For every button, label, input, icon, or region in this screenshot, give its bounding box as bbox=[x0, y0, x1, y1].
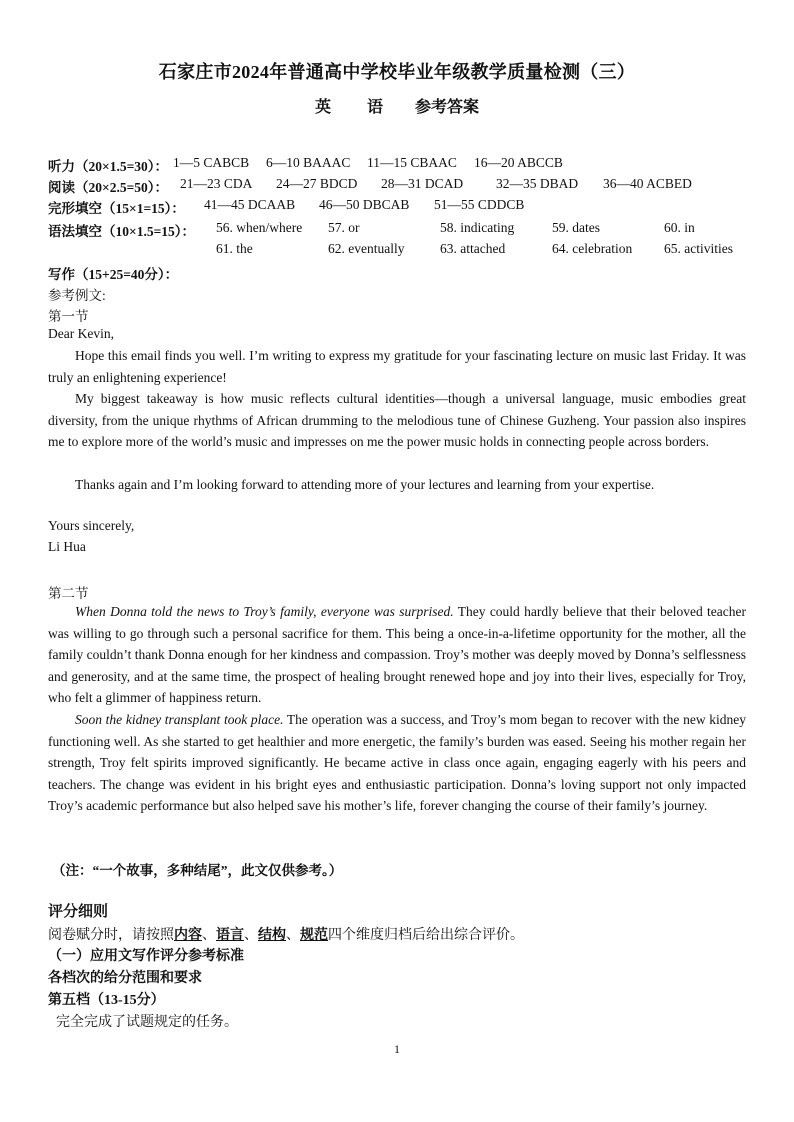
answer-group: 46—50 DBCAB bbox=[319, 197, 410, 212]
story-paragraph-2-body: The operation was a success, and Troy’s mom began to recover with the new kidney functioning well. As she started to get healthier and more energetic, the family’s burden was eased. Seeing his mother regain her strength, Troy felt spirits improved significantly. He became active in class once again, engaging eagerly with his peers and teachers. The change was evident in his bright eyes and enthusiastic participation. Donna’s loving support not only impacted Troy’s academic performance but also helped save his mother’s life, forever changing the course of their family’s journey. bbox=[48, 712, 746, 813]
answer-group: 21—23 CDA bbox=[180, 176, 253, 191]
letter-paragraph-3: Thanks again and I’m looking forward to attending more of your lectures and learning from your expertise. bbox=[75, 477, 655, 492]
letter-paragraph-1: Hope this email finds you well. I’m writing to express my gratitude for your fascinating lecture on music last Friday. It was truly an enlightening experience! bbox=[48, 348, 746, 385]
rubric-instruction-pre: 阅卷赋分时，请按照 bbox=[48, 928, 174, 943]
answer-cell: 59. dates bbox=[552, 220, 600, 235]
answer-group: 28—31 DCAD bbox=[381, 176, 464, 191]
answer-group: 51—55 CDDCB bbox=[434, 197, 525, 212]
story-paragraph-1-opening: When Donna told the news to Troy’s family, everyone was surprised. bbox=[75, 604, 454, 619]
answer-cell: 56. when/where bbox=[216, 220, 303, 235]
rubric-level-5: 第五档（13-15分） bbox=[48, 993, 165, 1008]
dimension-content: 内容 bbox=[174, 928, 202, 943]
separator: 、 bbox=[202, 928, 216, 943]
separator: 、 bbox=[286, 928, 300, 943]
letter-paragraph-2: My biggest takeaway is how music reflects cultural identities—though a universal language, music embodies great diversity, from the unique rhythms of African drumming to the melodious tune of Chinese Guzheng. Your passion also inspires me to explore more of the world’s music and impresses on me the power music holds in connecting people across borders. bbox=[48, 391, 746, 449]
rubric-instruction-post: 四个维度归档后给出综合评价。 bbox=[328, 928, 524, 943]
grammar-answers bbox=[48, 220, 195, 240]
separator: 、 bbox=[244, 928, 258, 943]
answer-cell: 64. celebration bbox=[552, 241, 633, 256]
story-paragraph-1-body: They could hardly believe that their beloved teacher was willing to go through such a personal sacrifice for them. This being a once-in-a-lifetime opportunity for the mother, all the family couldn’t thank Donna enough for her kindness and compassion. Troy’s mother was deeply moved by Donna’s selflessness and generosity, and at the same time, the prospect of healing brought renewed hope and joy into their lives, especially for Troy, who felt a glimmer of happiness return. bbox=[48, 604, 746, 705]
letter-signature: Li Hua bbox=[48, 539, 86, 554]
subject-char-1: 英 bbox=[314, 99, 331, 116]
story-paragraph-2 bbox=[48, 709, 746, 817]
answer-group: 16—20 ABCCB bbox=[474, 155, 563, 170]
cloze-label: 完形填空（15×1=15）： bbox=[48, 201, 185, 216]
document-title: 石家庄市2024年普通高中学校毕业年级教学质量检测（三） bbox=[158, 62, 636, 82]
rubric-levels-heading: 各档次的给分范围和要求 bbox=[48, 971, 202, 986]
grammar-label: 语法填空（10×1.5=15）： bbox=[48, 224, 196, 239]
answer-key-label: 参考答案 bbox=[415, 99, 480, 116]
answer-cell: 58. indicating bbox=[440, 220, 515, 235]
answer-group: 24—27 BDCD bbox=[276, 176, 358, 191]
answer-group: 6—10 BAAAC bbox=[266, 155, 351, 170]
rubric-title: 评分细则 bbox=[48, 904, 109, 920]
rubric-part-1: （一）应用文写作评分参考标准 bbox=[48, 949, 244, 964]
dimension-format: 规范 bbox=[300, 928, 328, 943]
section-2-heading: 第二节 bbox=[48, 586, 89, 601]
subject-char-2: 语 bbox=[366, 99, 383, 116]
cloze-answers bbox=[48, 197, 185, 217]
answer-cell: 62. eventually bbox=[328, 241, 405, 256]
answer-cell: 63. attached bbox=[440, 241, 506, 256]
reading-answers bbox=[48, 176, 168, 196]
answer-group: 32—35 DBAD bbox=[496, 176, 579, 191]
rubric-level-5-desc: 完全完成了试题规定的任务。 bbox=[56, 1015, 238, 1030]
dimension-language: 语言 bbox=[216, 928, 244, 943]
answer-cell: 57. or bbox=[328, 220, 360, 235]
sample-label: 参考例文: bbox=[48, 288, 106, 303]
answer-cell: 60. in bbox=[664, 220, 695, 235]
story-paragraph-1 bbox=[48, 601, 746, 709]
listening-answers bbox=[48, 155, 168, 175]
answer-group: 1—5 CABCB bbox=[173, 155, 250, 170]
answer-cell: 61. the bbox=[216, 241, 253, 256]
letter-closing: Yours sincerely, bbox=[48, 518, 135, 533]
answer-group: 11—15 CBAAC bbox=[367, 155, 457, 170]
sample-note: （注：“一个故事，多种结尾”，此文仅供参考。） bbox=[52, 863, 343, 878]
listening-label: 听力（20×1.5=30）： bbox=[48, 159, 169, 174]
reading-label: 阅读（20×2.5=50）： bbox=[48, 180, 169, 195]
letter-greeting: Dear Kevin, bbox=[48, 326, 114, 341]
answer-group: 41—45 DCAAB bbox=[204, 197, 296, 212]
rubric-instruction bbox=[48, 924, 524, 944]
story-paragraph-2-opening: Soon the kidney transplant took place. bbox=[75, 712, 284, 727]
answer-group: 36—40 ACBED bbox=[603, 176, 692, 191]
page-number: 1 bbox=[394, 1042, 400, 1056]
dimension-structure: 结构 bbox=[258, 928, 286, 943]
section-1-heading: 第一节 bbox=[48, 309, 89, 324]
answer-cell: 65. activities bbox=[664, 241, 733, 256]
document-subtitle bbox=[0, 94, 794, 117]
writing-label: 写作（15+25=40分）： bbox=[48, 267, 179, 282]
